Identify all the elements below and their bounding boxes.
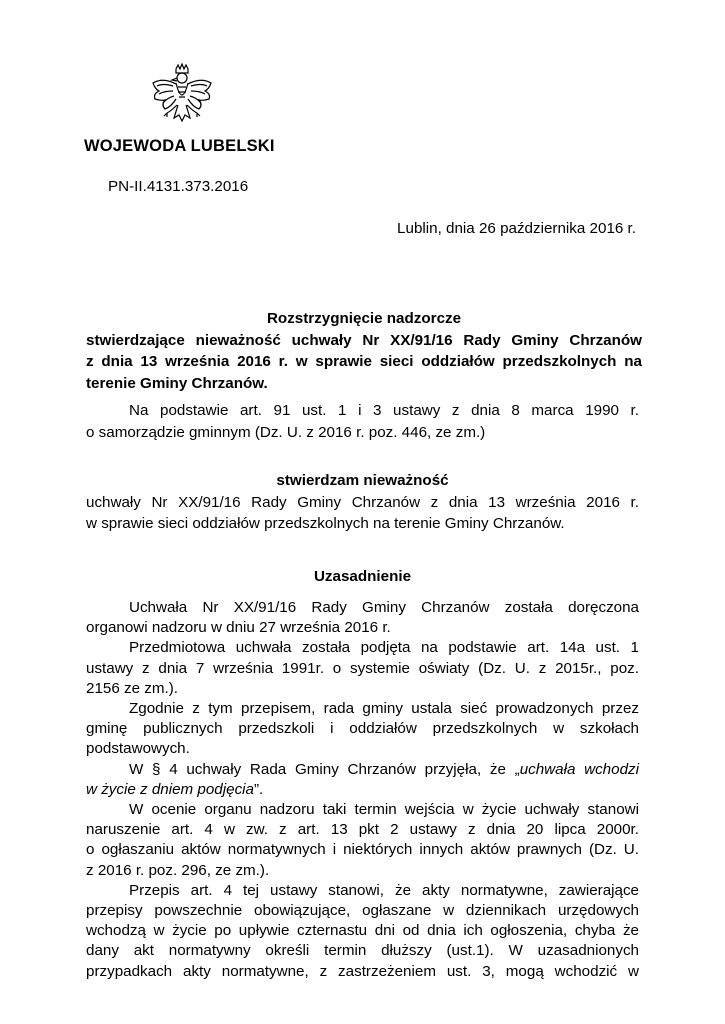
justification-body [86,598,639,982]
decision-line: w sprawie sieci oddziałów przedszkolnych na terenie Gminy Chrzanów. [86,515,565,532]
paragraph-line: W ocenie organu nadzoru taki termin wejścia w życie uchwały stanowi [129,801,639,819]
paragraph-line: naruszenie art. 4 w zw. z art. 13 pkt 2 ustawy z dnia 20 lipca 2000r. [86,821,639,839]
title-line: z dnia 13 września 2016 r. w sprawie sieci oddziałów przedszkolnych na [86,353,642,370]
paragraph-line: Zgodnie z tym przepisem, rada gminy ustala sieć prowadzonych przez [129,700,639,718]
decision-line: uchwały Nr XX/91/16 Rady Gminy Chrzanów z dnia 13 września 2016 r. [86,493,639,511]
paragraph-line [86,760,639,780]
basis-line: Na podstawie art. 91 ust. 1 i 3 ustawy z dnia 8 marca 1990 r. [129,402,639,419]
title-line: terenie Gminy Chrzanów. [86,374,268,392]
quote-text: uchwała wchodzi [519,760,639,778]
quote-suffix: ”. [253,780,264,798]
organization-name: WOJEWODA LUBELSKI [84,137,275,155]
justification-heading: Uzasadnienie [313,568,412,585]
paragraph-line: podstawowych. [86,740,190,758]
paragraph-line: organowi nadzoru w dniu 27 września 2016 r. [86,619,391,637]
quote-text: w życie z dniem podjęcia [86,780,254,798]
decision-heading: stwierdzam nieważność [276,472,449,489]
document-date: Lublin, dnia 26 października 2016 r. [397,220,636,237]
paragraph-line: Uchwała Nr XX/91/16 Rady Gminy Chrzanów została doręczona [129,599,639,616]
title-line: Rozstrzygnięcie nadzorcze [266,310,462,327]
paragraph-line [86,780,639,800]
paragraph-line: gminę publicznych przedszkoli i oddziałów przedszkolnych w szkołach [86,720,639,738]
paragraph-line: ustawy z dnia 7 września 1991r. o systemie oświaty (Dz. U. z 2015r., poz. [86,659,639,677]
decision-section [86,470,639,535]
paragraph-line: 2156 ze zm.). [86,679,179,697]
paragraph-line: Przepis art. 4 tej ustawy stanowi, że akty normatywne, zawierające [129,881,639,899]
basis-line: o samorządzie gminnym (Dz. U. z 2016 r. poz. 446, ze zm.) [86,423,486,441]
document-title [86,308,642,394]
paragraph-line: z 2016 r. poz. 296, ze zm.). [86,861,270,879]
paragraph-line: dany akt normatywny określi termin dłuższy (ust.1). W uzasadnionych [86,942,639,960]
legal-basis [86,400,639,443]
paragraph-line: o ogłaszaniu aktów normatywnych i niektórych innych aktów prawnych (Dz. U. [86,841,639,859]
paragraph-line: przypadkach akty normatywne, z zastrzeżeniem ust. 3, mogą wchodzić w [86,962,639,980]
paragraph-line: przepisy powszechnie obowiązujące, ogłaszane w dziennikach urzędowych [86,902,639,920]
paragraph-line: wchodzą w życie po upływie czternastu dni od dnia ich ogłoszenia, chyba że [86,922,639,940]
title-line: stwierdzające nieważność uchwały Nr XX/91/16 Rady Gminy Chrzanów [86,331,642,349]
polish-eagle-emblem-icon [143,63,221,135]
case-reference-number: PN-II.4131.373.2016 [108,178,249,195]
paragraph-line: Przedmiotowa uchwała została podjęta na podstawie art. 14a ust. 1 [129,639,639,657]
quote-prefix: W § 4 uchwały Rada Gminy Chrzanów przyjęła, że „ [129,760,520,778]
